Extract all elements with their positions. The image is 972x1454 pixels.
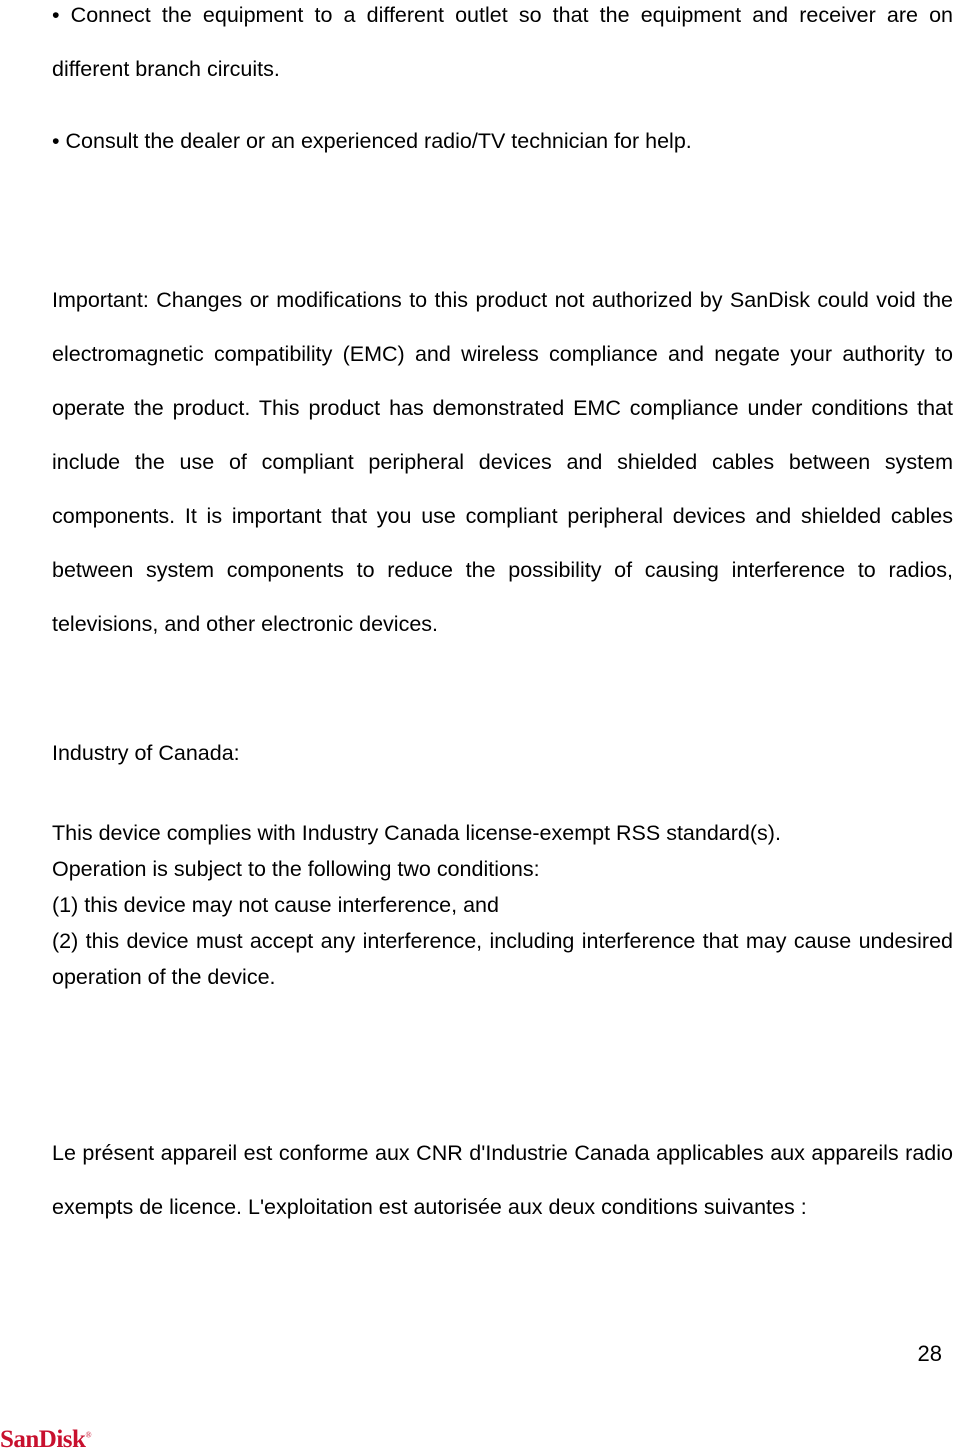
bullet-consult: • Consult the dealer or an experienced radio/TV technician for help.: [52, 129, 692, 153]
sandisk-logo: [0, 1426, 91, 1454]
bullet-outlet: • Connect the equipment to a different outlet so that the equipment and receiver are on different branch circuits.: [52, 3, 953, 81]
logo-text: SanDisk: [0, 1426, 86, 1453]
french-paragraph: Le présent appareil est conforme aux CNR d'Industrie Canada applicables aux appareils radio exempts de licence. L'exploitation est autorisée aux deux conditions suivantes :: [52, 1141, 953, 1219]
canada-condition-1: (1) this device may not cause interference, and: [52, 893, 499, 917]
page-number: 28: [917, 1341, 942, 1366]
important-paragraph: Important: Changes or modifications to this product not authorized by SanDisk could void the electromagnetic compatibility (EMC) and wireless compliance and negate your authority to operate the product. This product has demonstrated EMC compliance under conditions that include the use of compliant peripheral devices and shielded cables between system components. It is important that you use compliant peripheral devices and shielded cables between system components to reduce the possibility of causing interference to radios, televisions, and other electronic devices.: [52, 288, 953, 636]
canada-line-2: Operation is subject to the following two conditions:: [52, 857, 540, 881]
canada-statement: [52, 815, 953, 995]
industry-heading: Industry of Canada:: [52, 741, 240, 765]
canada-condition-2: (2) this device must accept any interference, including interference that may cause undesired operation of the device.: [52, 929, 953, 989]
logo-mark: ®: [85, 1430, 92, 1440]
canada-line-1: This device complies with Industry Canada license-exempt RSS standard(s).: [52, 821, 781, 845]
